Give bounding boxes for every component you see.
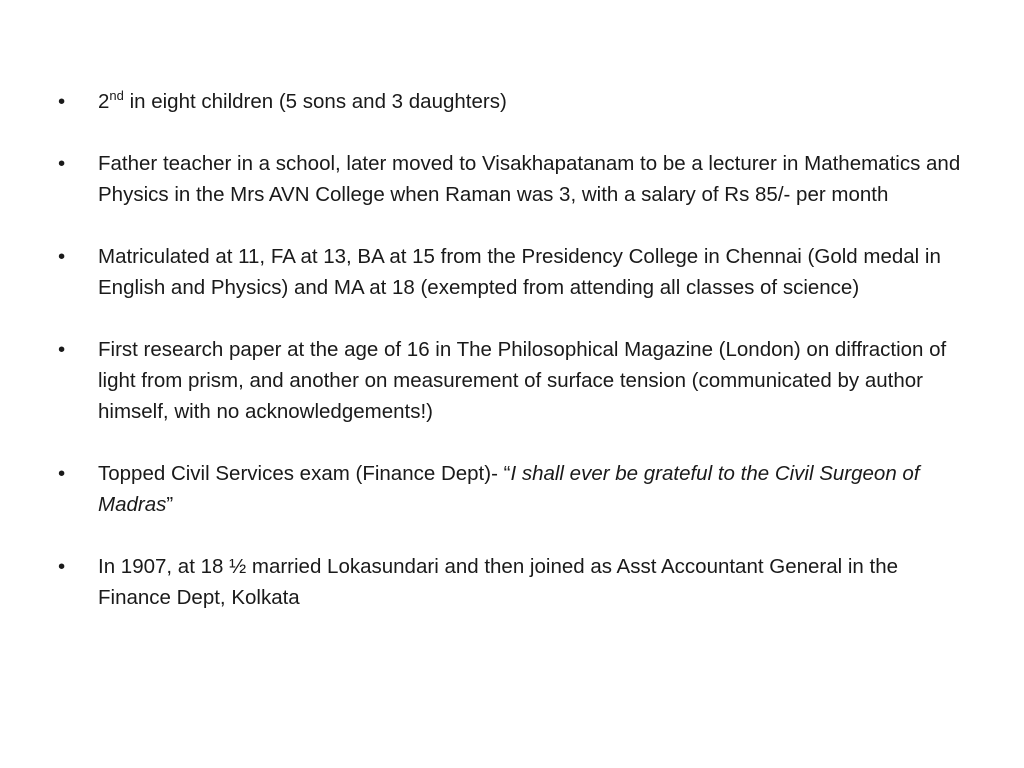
birth-order-number: 2 xyxy=(98,90,110,113)
bullet-item-father xyxy=(58,148,970,210)
bullet-item-marriage xyxy=(58,551,970,613)
bullet-item-education xyxy=(58,241,970,303)
bullet-item-birth-order xyxy=(58,86,970,117)
father-text: Father teacher in a school, later moved to Visakhapatanam to be a lecturer in Mathematics and Physics in the Mrs AVN College when Raman was 3, with a salary of Rs 85/- per month xyxy=(98,152,961,206)
bullet-item-civil-services xyxy=(58,458,970,520)
civil-services-text: Topped Civil Services exam (Finance Dept)- “ xyxy=(98,462,511,485)
bullet-list xyxy=(58,86,970,613)
civil-services-quote: I shall ever be grateful to the Civil Surgeon of Madras xyxy=(98,462,920,516)
first-paper-text: First research paper at the age of 16 in The Philosophical Magazine (London) on diffraction of light from prism, and another on measurement of surface tension (communicated by author himself, with no acknowledgements!) xyxy=(98,338,947,423)
bullet-icon: • xyxy=(58,90,66,113)
bullet-icon: • xyxy=(58,462,66,485)
birth-order-text: in eight children (5 sons and 3 daughters) xyxy=(123,90,507,113)
civil-services-quote-close: ” xyxy=(166,493,174,516)
bullet-icon: • xyxy=(58,152,66,175)
bullet-icon: • xyxy=(58,245,66,268)
education-text: Matriculated at 11, FA at 13, BA at 15 from the Presidency College in Chennai (Gold medal in English and Physics) and MA at 18 (exempted from attending all classes of science) xyxy=(98,245,941,299)
bullet-icon: • xyxy=(58,338,66,361)
ordinal-suffix: nd xyxy=(109,88,124,104)
bullet-item-first-paper xyxy=(58,334,970,427)
marriage-text: In 1907, at 18 ½ married Lokasundari and then joined as Asst Accountant General in the Finance Dept, Kolkata xyxy=(98,555,899,609)
bullet-icon: • xyxy=(58,555,66,578)
